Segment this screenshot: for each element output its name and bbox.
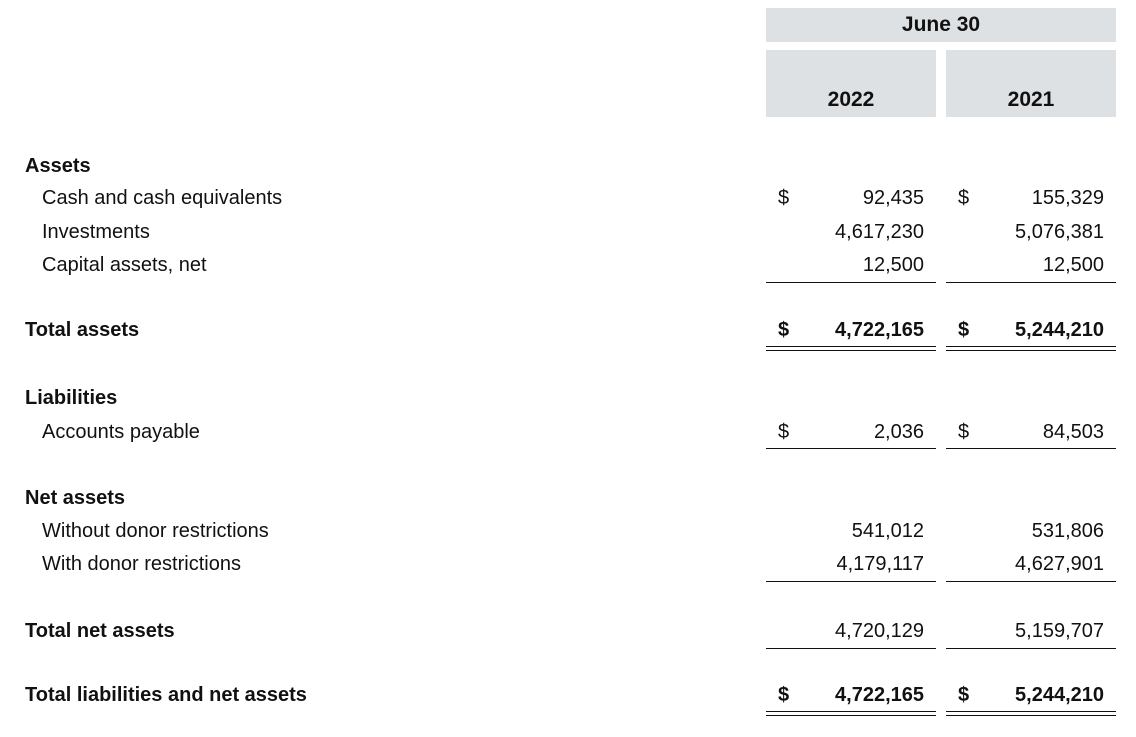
currency-symbol: $ [958,421,970,443]
currency-symbol: $ [778,319,790,341]
section-heading-liabilities: Liabilities [25,387,118,409]
value-total-assets-2022: 4,722,165 [835,319,924,341]
row-label-investments: Investments [42,221,150,243]
currency-symbol: $ [958,684,970,706]
row-label-total-liabilities-net-assets: Total liabilities and net assets [25,684,307,706]
row-label-cash: Cash and cash equivalents [42,187,283,209]
value-capital-assets-2022: 12,500 [862,254,924,276]
subtotal-rule [946,448,1116,449]
subtotal-rule [766,581,936,582]
period-header-label: June 30 [901,13,981,36]
subtotal-rule [766,648,936,649]
value-without-restrictions-2022: 541,012 [851,520,924,542]
section-heading-assets: Assets [25,155,91,177]
row-label-accounts-payable: Accounts payable [42,421,200,443]
subtotal-rule [946,648,1116,649]
subtotal-rule [946,581,1116,582]
subtotal-rule [766,282,936,283]
value-investments-2022: 4,617,230 [835,221,924,243]
value-total-assets-2021: 5,244,210 [1015,319,1104,341]
section-heading-net-assets: Net assets [25,487,126,509]
column-header-2022-label: 2022 [827,88,875,111]
value-with-restrictions-2022: 4,179,117 [836,553,924,575]
value-total-liabilities-net-assets-2022: 4,722,165 [835,684,924,706]
value-capital-assets-2021: 12,500 [1042,254,1104,276]
row-label-total-assets: Total assets [25,319,140,341]
row-label-without-donor-restrictions: Without donor restrictions [42,520,269,542]
value-with-restrictions-2021: 4,627,901 [1015,553,1104,575]
value-total-liabilities-net-assets-2021: 5,244,210 [1015,684,1104,706]
currency-symbol: $ [958,187,970,209]
total-double-rule [946,711,1116,716]
row-label-with-donor-restrictions: With donor restrictions [42,553,241,575]
currency-symbol: $ [778,421,790,443]
row-label-total-net-assets: Total net assets [25,620,175,642]
subtotal-rule [766,448,936,449]
column-header-2021-label: 2021 [1007,88,1055,111]
value-accounts-payable-2021: 84,503 [1042,421,1104,443]
value-without-restrictions-2021: 531,806 [1031,520,1104,542]
value-cash-2022: 92,435 [862,187,924,209]
total-double-rule [766,711,936,716]
value-investments-2021: 5,076,381 [1015,221,1104,243]
currency-symbol: $ [778,187,790,209]
value-accounts-payable-2022: 2,036 [873,421,924,443]
value-cash-2021: 155,329 [1031,187,1104,209]
value-total-net-assets-2021: 5,159,707 [1015,620,1104,642]
currency-symbol: $ [778,684,790,706]
row-label-capital-assets: Capital assets, net [42,254,207,276]
subtotal-rule [946,282,1116,283]
total-double-rule [946,346,1116,351]
currency-symbol: $ [958,319,970,341]
total-double-rule [766,346,936,351]
value-total-net-assets-2022: 4,720,129 [835,620,924,642]
